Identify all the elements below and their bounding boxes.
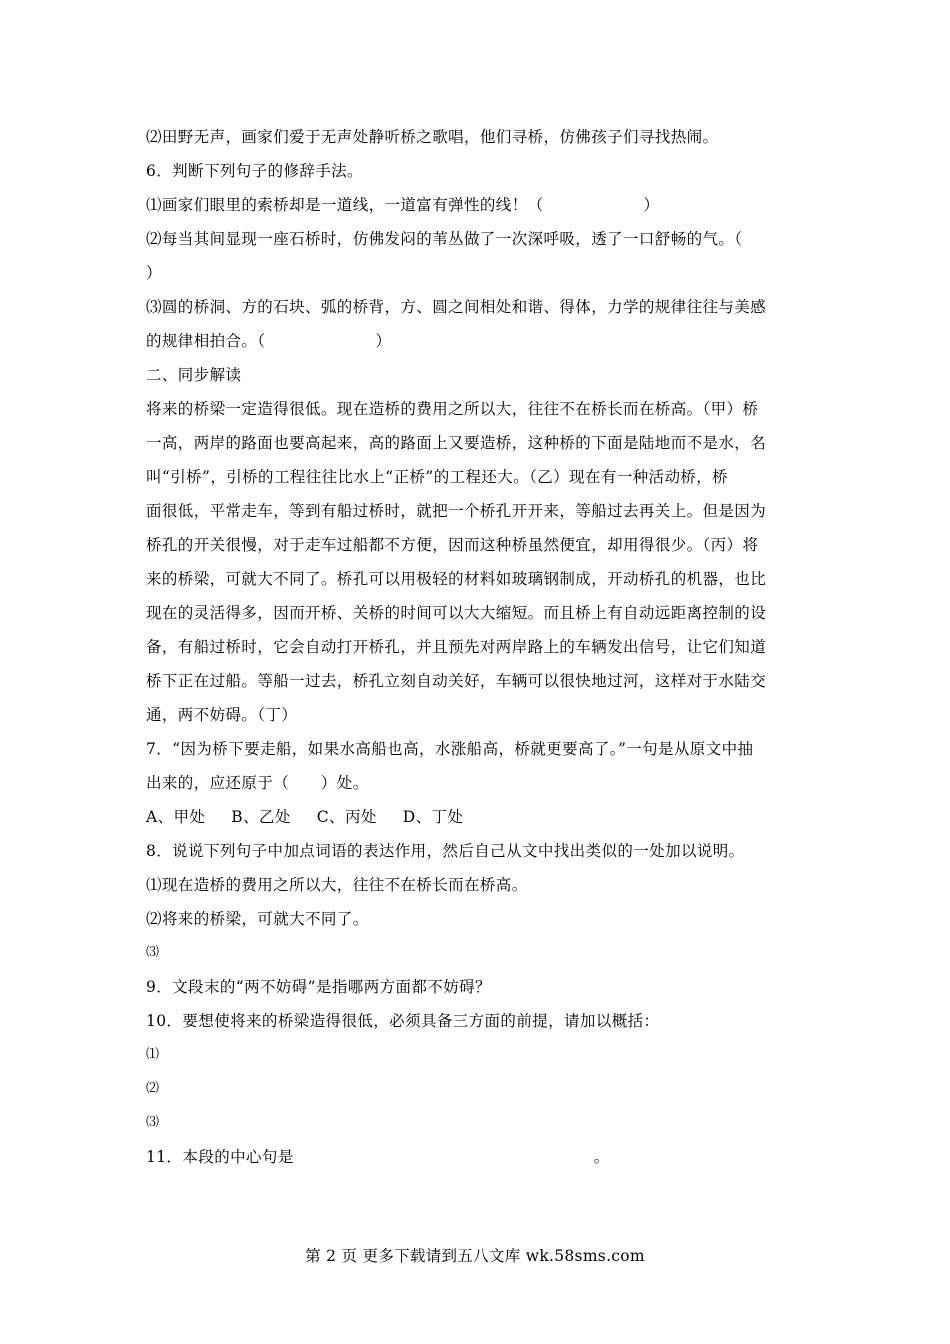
question-8: 8．说说下列句子中加点词语的表达作用，然后自己从文中找出类似的一处加以说明。: [146, 842, 745, 860]
passage-line: 桥孔的开关很慢，对于走车过船都不方便，因而这种桥虽然便宜，却用得很少。（丙）将: [146, 536, 759, 554]
question-6-item-2-close: ）: [146, 264, 162, 282]
question-11: 11．本段的中心句是 。: [146, 1148, 610, 1166]
section-heading: 二、同步解读: [146, 366, 242, 384]
option-b: B、乙处: [231, 808, 291, 826]
passage-line: 叫“引桥”，引桥的工程往往比水上“正桥”的工程还大。（乙）现在有一种活动桥，桥: [146, 468, 729, 486]
passage-line: 将来的桥梁一定造得很低。现在造桥的费用之所以大，往往不在桥长而在桥高。（甲）桥: [146, 400, 759, 418]
passage-line: 来的桥梁，可就大不同了。桥孔可以用极轻的材料如玻璃钢制成，开动桥孔的机器，也比: [146, 570, 767, 588]
question-6-item-1: ⑴画家们眼里的索桥却是一道线，一道富有弹性的线！（ ）: [146, 196, 660, 214]
option-d: D、丁处: [402, 808, 464, 826]
question-6-title: 6．判断下列句子的修辞手法。: [146, 162, 363, 180]
question-10-item-1: ⑴: [146, 1047, 160, 1062]
question-8-item-1: ⑴现在造桥的费用之所以大，往往不在桥长而在桥高。: [146, 876, 528, 894]
passage-line: 桥下正在过船。等船一过去，桥孔立刻自动关好，车辆可以很快地过河，这样对于水陆交: [146, 672, 767, 690]
option-c: C、丙处: [316, 808, 377, 826]
question-7-options: [146, 800, 808, 834]
passage-line: 通，两不妨碍。（丁）: [146, 706, 298, 724]
question-8-item-2: ⑵将来的桥梁，可就大不同了。: [146, 910, 369, 928]
document-body: [146, 120, 808, 1174]
question-6-item-3: ⑶圆的桥洞、方的石块、弧的桥背，方、圆之间相处和谐、得体，力学的规律往往与美感: [146, 298, 767, 316]
passage-line: 一高，两岸的路面也要高起来，高的路面上又要造桥，这种桥的下面是陆地而不是水，名: [146, 434, 767, 452]
question-10-item-2: ⑵: [146, 1081, 160, 1096]
question-9: 9．文段末的“两不妨碍”是指哪两方面都不妨碍？: [146, 978, 491, 996]
question-6-item-3-cont: 的规律相拍合。（ ）: [146, 332, 392, 350]
question-6-item-2: ⑵每当其间显现一座石桥时，仿佛发闷的苇丛做了一次深呼吸，透了一口舒畅的气。（: [146, 230, 743, 248]
question-10-item-3: ⑶: [146, 1115, 160, 1130]
question-8-item-3: ⑶: [146, 945, 160, 960]
passage-line: 面很低，平常走车，等到有船过桥时，就把一个桥孔开开来，等船过去再关上。但是因为: [146, 502, 767, 520]
question-7: 7．“因为桥下要走船，如果水高船也高，水涨船高，桥就更要高了。”一句是从原文中抽: [146, 740, 754, 758]
passage-line: 备，有船过桥时，它会自动打开桥孔，并且预先对两岸路上的车辆发出信号，让它们知道: [146, 638, 767, 656]
question-10: 10．要想使将来的桥梁造得很低，必须具备三方面的前提，请加以概括：: [146, 1012, 660, 1030]
passage-line: 现在的灵活得多，因而开桥、关桥的时间可以大大缩短。而且桥上有自动远距离控制的设: [146, 604, 767, 622]
question-7-cont: 出来的，应还原于（ ）处。: [146, 774, 369, 792]
text-line: ⑵田野无声，画家们爱于无声处静听桥之歌唱，他们寻桥，仿佛孩子们寻找热闹。: [146, 128, 719, 146]
page-footer: 第 2 页 更多下载请到五八文库 wk.58sms.com: [305, 1247, 645, 1265]
option-a: A、甲处: [146, 808, 206, 826]
